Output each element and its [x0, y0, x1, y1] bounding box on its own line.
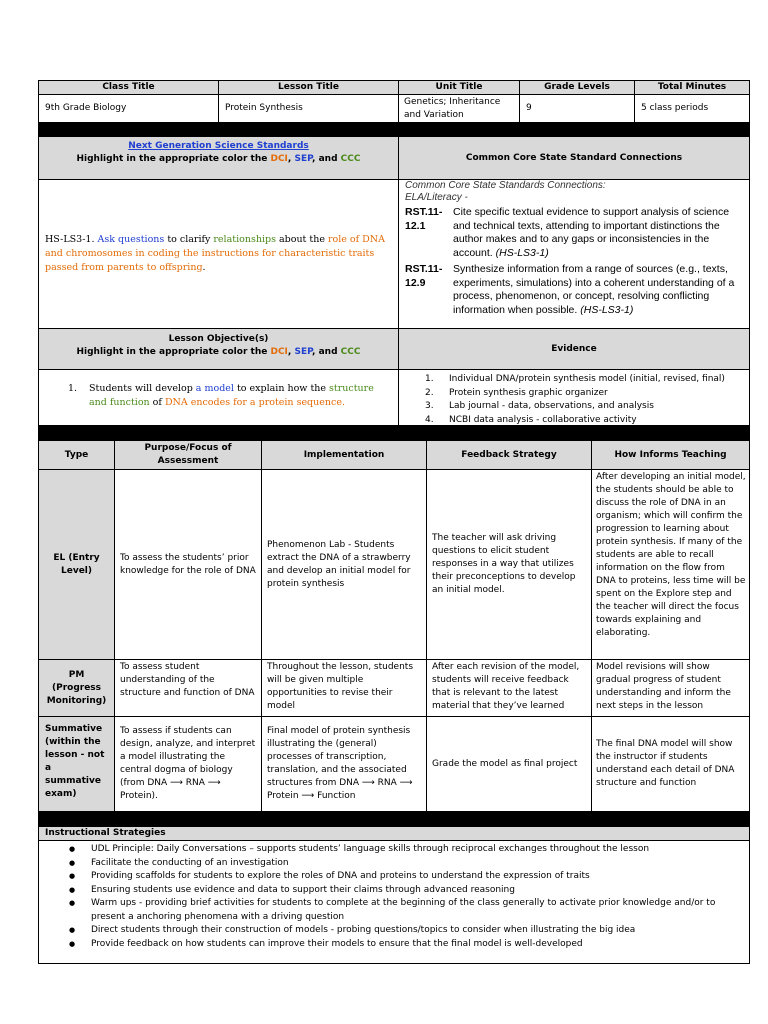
strategy-item: ● Facilitate the conducting of an investigation — [39, 857, 741, 871]
informs-cell: Model revisions will show gradual progress of student understanding and inform the next steps in the lesson — [591, 659, 750, 717]
total-minutes-value: 5 class periods — [634, 94, 750, 123]
ngss-header — [38, 136, 399, 180]
col-header-type: Type — [38, 440, 115, 470]
feedback-cell: The teacher will ask driving questions to elicit student responses in a way that utilizes their preconceptions to develop an initial model. — [426, 469, 592, 660]
ccss-subtitle: ELA/Literacy - — [405, 192, 468, 203]
divider-bar — [38, 425, 750, 441]
informs-cell: After developing an initial model, the students should be able to discuss the role of DNA in an organism; which will confirm the progression to learning about protein synthesis. If many of the students are able to recall information on the flow from DNA to proteins, less time will be spent on the Explore step and the teacher will direct the focus towards explaining and elaborating. — [591, 469, 750, 660]
strategy-item: ● Warm ups - providing brief activities for students to complete at the beginning of the class generally to activate prior knowledge and/or to present a anchoring phenomena with a driving question — [39, 897, 741, 924]
implementation-cell: Final model of protein synthesis illustrating the (general) processes of transcription, translation, and the associated structures from DNA ⟶ RNA ⟶ Protein ⟶ Function — [261, 716, 427, 812]
purpose-cell: To assess if students can design, analyze, and interpret a model illustrating the central dogma of biology (from DNA ⟶ RNA ⟶ Protein). — [114, 716, 262, 812]
ngss-link[interactable]: Next Generation Science Standards — [128, 141, 309, 151]
evidence-item: 2. Protein synthesis graphic organizer — [425, 387, 608, 398]
strategy-item: ● Provide feedback on how students can improve their models to ensure that the final model is well-developed — [39, 938, 741, 952]
total-minutes-header: Total Minutes — [634, 80, 750, 95]
strategy-item: ● Direct students through their construction of models - probing questions/topics to consider when illustrating the big idea — [39, 924, 741, 938]
purpose-cell: To assess the students’ prior knowledge for the role of DNA — [114, 469, 262, 660]
class-title-header: Class Title — [38, 80, 219, 95]
purpose-cell: To assess student understanding of the structure and function of DNA — [114, 659, 262, 717]
ccss-header: Common Core State Standard Connections — [398, 136, 750, 180]
ccss-title: Common Core State Standards Connections: — [405, 180, 606, 191]
feedback-cell: After each revision of the model, students will receive feedback that is relevant to the latest material that they’ve learned — [426, 659, 592, 717]
strategies-header: Instructional Strategies — [38, 826, 750, 841]
implementation-cell: Phenomenon Lab - Students extract the DNA of a strawberry and develop an initial model for protein synthesis — [261, 469, 427, 660]
divider-bar — [38, 811, 750, 827]
rst-11-12-9: RST.11-12.9 Synthesize information from a range of sources (e.g., texts, experiments, simulations) into a coherent understanding of a process, phenomenon, or concept, resolving conflicting information when possible. (HS-LS3-1) — [405, 263, 735, 316]
strategies-list — [38, 840, 750, 964]
col-header-purpose: Purpose/Focus of Assessment — [114, 440, 262, 470]
unit-title-header: Unit Title — [398, 80, 520, 95]
lesson-title-value: Protein Synthesis — [218, 94, 399, 123]
class-title-value: 9th Grade Biology — [38, 94, 219, 123]
type-cell-pm: PM (Progress Monitoring) — [38, 659, 115, 717]
grade-levels-value: 9 — [519, 94, 635, 123]
col-header-feedback: Feedback Strategy — [426, 440, 592, 470]
strategy-item: ● Providing scaffolds for students to explore the roles of DNA and proteins to understand the expression of traits — [39, 870, 741, 884]
unit-title-value: Genetics; Inheritance and Variation — [398, 94, 520, 123]
evidence-item: 3. Lab journal - data, observations, and analysis — [425, 401, 654, 411]
strategy-item: ● Ensuring students use evidence and data to support their claims through advanced reasoning — [39, 884, 741, 898]
feedback-cell: Grade the model as final project — [426, 716, 592, 812]
hs-ls3-1-standard: HS-LS3-1. Ask questions to clarify relationships about the role of DNA and chromosomes in coding the instructions for characteristic traits passed from parents to offspring. — [38, 179, 399, 329]
evidence-header: Evidence — [398, 328, 750, 370]
divider-bar — [38, 122, 750, 137]
lesson-title-header: Lesson Title — [218, 80, 399, 95]
objective-highlight-instruction: Highlight in the appropriate color the DCI, SEP, and CCC — [76, 347, 361, 357]
evidence-item: 1. Individual DNA/protein synthesis model (initial, revised, final) — [425, 374, 725, 384]
evidence-list — [398, 369, 750, 426]
ngss-highlight-instruction: Highlight in the appropriate color the DCI, SEP, and CCC — [76, 154, 361, 164]
implementation-cell: Throughout the lesson, students will be given multiple opportunities to revise their model — [261, 659, 427, 717]
strategy-item: ● UDL Principle: Daily Conversations – supports students’ language skills through reciprocal exchanges throughout the lesson — [39, 843, 741, 857]
col-header-informs: How Informs Teaching — [591, 440, 750, 470]
objective-header: Lesson Objective(s) Highlight in the appropriate color the DCI, SEP, and CCC — [38, 328, 399, 370]
col-header-implementation: Implementation — [261, 440, 427, 470]
informs-cell: The final DNA model will show the instructor if students understand each detail of DNA structure and function — [591, 716, 750, 812]
type-cell-summative: Summative (within the lesson - not a summative exam) — [38, 716, 115, 812]
ccss-connections — [398, 179, 750, 329]
type-cell-el: EL (Entry Level) — [38, 469, 115, 660]
grade-levels-header: Grade Levels — [519, 80, 635, 95]
evidence-item: 4. NCBI data analysis - collaborative activity — [425, 414, 637, 425]
rst-11-12-1: RST.11-12.1 Cite specific textual evidence to support analysis of science and technical texts, attending to important distinctions the author makes and to any gaps or inconsistencies in the account. (HS-LS3-1) — [405, 206, 730, 259]
objective-item: 1. Students will develop a model to explain how the structure and function of DNA encodes for a protein sequence. — [38, 369, 399, 426]
